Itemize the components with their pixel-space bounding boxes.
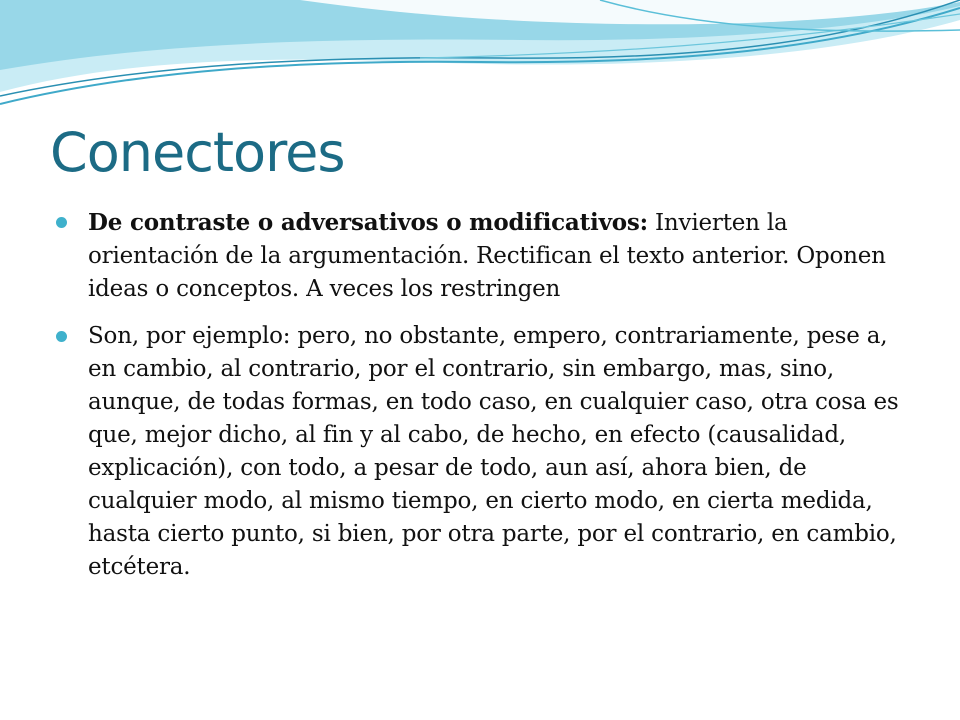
bullet-text [88, 323, 899, 580]
bullet-dot-icon [56, 331, 67, 342]
header-wave-decoration [0, 0, 960, 120]
bullet-body: Son, por ejemplo: pero, no obstante, empero, contrariamente, pese a, en cambio, al contrario, por el contrario, sin embargo, mas, sino, aunque, de todas formas, en todo caso, en cualquier caso, otra cosa es que, mejor dicho, al fin y al cabo, de hecho, en efecto (causalidad, explicación), con todo, a pesar de todo, aun así, ahora bien, de cualquier modo, al mismo tiempo, en cierto modo, en cierta medida, hasta cierto punto, si bien, por otra parte, por el contrario, en cambio, etcétera. [88, 323, 899, 580]
bullet-lead-term: De contraste o adversativos o modificativos: [88, 209, 648, 236]
bullet-text [88, 210, 886, 302]
bullet-dot-icon [56, 217, 67, 228]
bullet-list [52, 206, 908, 598]
bullet-body: Invierten la orientación de la argumentación. Rectifican el texto anterior. Oponen ideas o conceptos. A veces los restringen [88, 210, 886, 302]
bullet-item-definition [52, 206, 908, 306]
bullet-item-examples [52, 320, 908, 584]
slide-title: Conectores [50, 121, 345, 184]
